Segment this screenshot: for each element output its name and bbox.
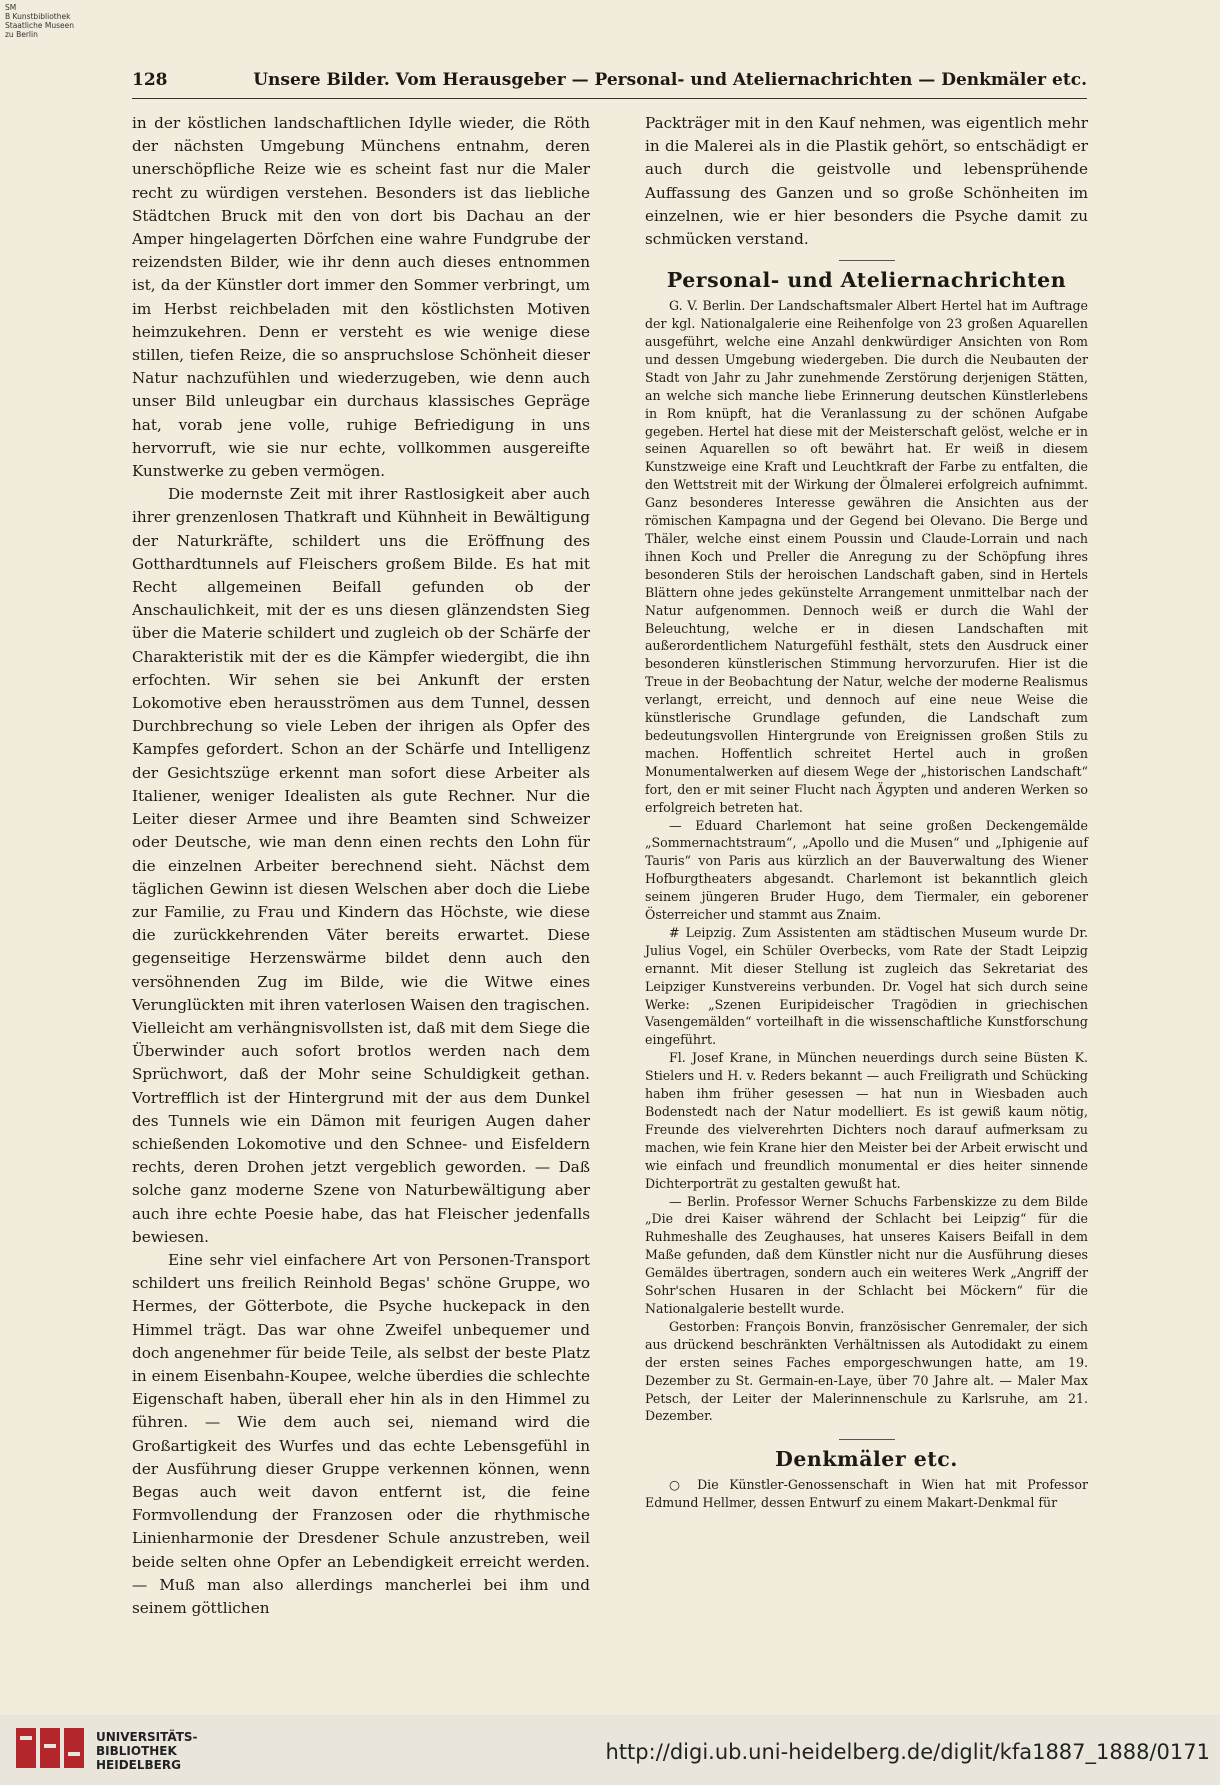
section-divider [839,260,895,261]
header-title: Unsere Bilder. Vom Herausgeber — Personal- und Ateliernachrichten — Denkmäler etc. [253,70,1087,90]
library-name-line: HEIDELBERG [96,1758,181,1772]
stamp-line: Staatliche Museen [5,21,74,30]
news-item: Fl. Josef Krane, in München neuerdings durch seine Büsten K. Stielers und H. v. Reders bekannt — auch Freiligrath und Schücking haben ihm früher gesessen — hat nun in Wiesbaden auch Bodenstedt nach der Natur modelliert. Es ist gewiß kaum nötig, Freunde des vielverehrten Dichters noch darauf aufmerksam zu machen, wie fein Krane hier den Meister bei der Arbeit erwischt und wie einfach und freundlich monumental er dies heiter sinnende Dichterporträt zu gestalten gewußt hat. [645,1050,1088,1191]
stamp-line: B Kunstbibliothek [5,12,71,21]
source-url-link[interactable]: http://digi.ub.uni-heidelberg.de/diglit/kfa1887_1888/0171 [605,1740,1210,1764]
section-title: Denkmäler etc. [775,1447,958,1472]
paragraph: Eine sehr viel einfachere Art von Personen-Transport schildert uns freilich Reinhold Begas' schöne Gruppe, wo Hermes, der Götterbote, die Psyche huckepack in den Himmel trägt. Das war ohne Zweifel unbequemer und doch angenehmer für beide Teile, als selbst der beste Platz in einem Eisenbahn-Koupee, welche überdies die schlechte Eigenschaft haben, überall eher hin als in den Himmel zu führen. — Wie dem auch sei, niemand wird die Großartigkeit des Wurfes und das echte Lebensgefühl in der Ausführung dieser Gruppe verkennen können, wenn Begas auch weit davon entfernt ist, die feine Formvollendung der Franzosen oder die rhythmische Linienharmonie der Dresdener Schule anzustreben, weil beide selten ohne Opfer an Lebendigkeit erreicht werden. — Muß man also allerdings mancherlei bei ihm und seinem göttlichen [132,1250,590,1617]
section-title: Personal- und Ateliernachrichten [666,268,1067,293]
library-name-line: UNIVERSITÄTS- [96,1730,198,1744]
news-item: — Eduard Charlemont hat seine großen Deckengemälde „Sommernachtstraum“, „Apollo und die Musen“ und „Iphigenie auf Tauris“ von Paris aus kürzlich an der Bauverwaltung des Wiener Hofburgtheaters abgesandt. Charlemont ist bekanntlich gleich seinem jüngeren Bruder Hugo, dem Tiermaler, ein geborener Österreicher und stammt aus Znaim. [645,817,1088,923]
stamp-line: zu Berlin [5,30,38,39]
library-name [96,1730,198,1772]
stamp-line: SM [5,3,17,12]
section-divider [839,1439,895,1440]
running-header [132,70,1087,96]
news-item: Gestorben: François Bonvin, französischer Genremaler, der sich aus drückend beschränkten Verhältnissen als Autodidakt zu einem der ersten seines Faches emporgeschwungen hatte, am 19. Dezember zu St. Germain-en-Laye, über 70 Jahre alt. — Maler Max Petsch, der Leiter der Malerinnenschule zu Karlsruhe, am 21. Dezember. [645,1318,1088,1424]
header-rule [132,98,1087,99]
left-column [132,112,590,1620]
paragraph: in der köstlichen landschaftlichen Idylle wieder, die Röth der nächsten Umgebung Münchens entnahm, deren unerschöpfliche Reize wie es scheint fast nur die Maler recht zu würdigen verstehen. Besonders ist das liebliche Städtchen Bruck mit den von dort bis Dachau an der Amper hingelagerten Dörfchen eine wahre Fundgrube der reizendsten Bilder, wie ihr denn auch dieses entnommen ist, da der Künstler dort immer den Sommer verbringt, um im Herbst reichbeladen mit den köstlichsten Motiven heimzukehren. Denn er versteht es wie wenige diese stillen, tiefen Reize, die so anspruchslose Schönheit dieser Natur nachzufühlen und wiederzugeben, wie denn auch unser Bild unleugbar ein durchaus klassisches Gepräge hat, vorab jene volle, ruhige Befriedigung in uns hervorruft, wie sie nur echte, vollkommen ausgereifte Kunstwerke zu geben vermögen. [132,114,590,481]
paragraph: Packträger mit in den Kauf nehmen, was eigentlich mehr in die Malerei als in die Plastik gehört, so entschädigt er auch durch die geistvolle und lebensprühende Auffassung des Ganzen und so große Schönheiten im einzelnen, wie er hier besonders die Psyche damit zu schmücken verstand. [645,114,1088,249]
library-name-line: BIBLIOTHEK [96,1744,177,1758]
news-item: ○ Die Künstler-Genossenschaft in Wien hat mit Professor Edmund Hellmer, dessen Entwurf zu einem Makart-Denkmal für [645,1477,1088,1511]
news-item: G. V. Berlin. Der Landschaftsmaler Albert Hertel hat im Auftrage der kgl. Nationalgalerie eine Reihenfolge von 23 großen Aquarellen ausgeführt, welche eine Anzahl denkwürdiger Ansichten von Rom und dessen Umgebung wiedergeben. Die durch die Neubauten der Stadt von Jahr zu Jahr zunehmende Zerstörung derjenigen Stätten, an welche sich manche liebe Erinnerung deutschen Künstlerlebens in Rom knüpft, hat die Veranlassung zu der schönen Aufgabe gegeben. Hertel hat diese mit der Meisterschaft gelöst, welche er in seinen Aquarellen so oft bewährt hat. Er weiß in diesem Kunstzweige eine Kraft und Leuchtkraft der Farbe zu entfalten, die den Wettstreit mit der Wirkung der Ölmalerei erfolgreich aufnimmt. Ganz besonderes Interesse gewähren die Ansichten aus der römischen Kampagna und der Gegend bei Olevano. Die Berge und Thäler, welche einst einem Poussin und Claude-Lorrain und nach ihnen Koch und Preller die Anregung zu der Schöpfung ihres besonderen Stils der heroischen Landschaft gaben, sind in Hertels Blättern ohne jedes gekünstelte Arrangement unmittelbar nach der Natur aufgenommen. Dennoch weiß er durch die Wahl der Beleuchtung, welche er in diesen Landschaften mit außerordentlichem Naturgefühl festhält, stets den Ausdruck einer besonderen künstlerischen Stimmung hervorzurufen. Hier ist die Treue in der Beobachtung der Natur, welche der moderne Realismus verlangt, erreicht, und dennoch auf eine neue Weise die künstlerische Grundlage gefunden, die Landschaft zum bedeutungsvollen Hintergrunde von Ereignissen großen Stils zu machen. Hoffentlich schreitet Hertel auch in großen Monumentalwerken auf diesem Wege der „historischen Landschaft“ fort, den er mit seiner Flucht nach Ägypten und anderen Werken so erfolgreich betreten hat. [645,298,1088,815]
library-stamp [5,3,74,39]
page-number: 128 [132,70,168,90]
news-item: — Berlin. Professor Werner Schuchs Farbenskizze zu dem Bilde „Die drei Kaiser während der Schlacht bei Leipzig“ für die Ruhmeshalle des Zeughauses, hat unseres Kaisers Beifall in dem Maße gefunden, daß dem Künstler nicht nur die Ausführung dieses Gemäldes übertragen, sondern auch ein weiteres Werk „Angriff der Sohr'schen Husaren in der Schlacht bei Möckern“ für die Nationalgalerie bestellt wurde. [645,1193,1088,1316]
right-column [645,112,1088,1512]
paragraph: Die modernste Zeit mit ihrer Rastlosigkeit aber auch ihrer grenzenlosen Thatkraft und Kühnheit in Bewältigung der Naturkräfte, schildert uns die Eröffnung des Gotthardtunnels auf Fleischers großem Bilde. Es hat mit Recht allgemeinen Beifall gefunden ob der Anschaulichkeit, mit der es uns diesen glänzendsten Sieg über die Materie schildert und zugleich ob der Schärfe der Charakteristik mit der es die Kämpfer wiedergibt, die ihn erfochten. Wir sehen sie bei Ankunft der ersten Lokomotive eben herausströmen aus dem Tunnel, dessen Durchbrechung so viele Leben der ihrigen als Opfer des Kampfes gefordert. Schon an der Schärfe und Intelligenz der Gesichtszüge erkennt man sofort diese Arbeiter als Italiener, weniger Idealisten als gute Rechner. Nur die Leiter dieser Armee und ihre Beamten sind Schweizer oder Deutsche, wie man denn einen rechts den Lohn für die einzelnen Arbeiter berechnend sieht. Nächst dem täglichen Gewinn ist diesen Welschen aber doch die Liebe zur Familie, zu Frau und Kindern das Höchste, wie diese die zurückkehrenden Väter bereits erwartet. Diese gegenseitige Herzenswärme bildet denn auch den versöhnenden Zug im Bilde, wie die Witwe eines Verunglückten mit ihren vaterlosen Waisen den tragischen. Vielleicht am verhängnisvollsten ist, daß mit dem Siege die Überwinder auch sofort brotlos werden nach dem Sprüchwort, daß der Mohr seine Schuldigkeit gethan. Vortrefflich ist der Hintergrund mit der aus dem Dunkel des Tunnels wie ein Dämon mit feurigen Augen daher schießenden Lokomotive und den Schnee- und Eisfeldern rechts, deren Drohen jetzt vergeblich geworden. — Daß solche ganz moderne Szene von Naturbewältigung aber auch ihre echte Poesie habe, das hat Fleischer jedenfalls bewiesen. [132,485,590,1246]
news-item: # Leipzig. Zum Assistenten am städtischen Museum wurde Dr. Julius Vogel, ein Schüler Overbecks, vom Rate der Stadt Leipzig ernannt. Mit dieser Stellung ist zugleich das Sekretariat des Leipziger Kunstvereins verbunden. Dr. Vogel hat sich durch seine Werke: „Szenen Euripideischer Tragödien in griechischen Vasengemälden“ vorteilhaft in die wissenschaftliche Kunstforschung eingeführt. [645,924,1088,1048]
university-logo-icon [14,1722,90,1774]
